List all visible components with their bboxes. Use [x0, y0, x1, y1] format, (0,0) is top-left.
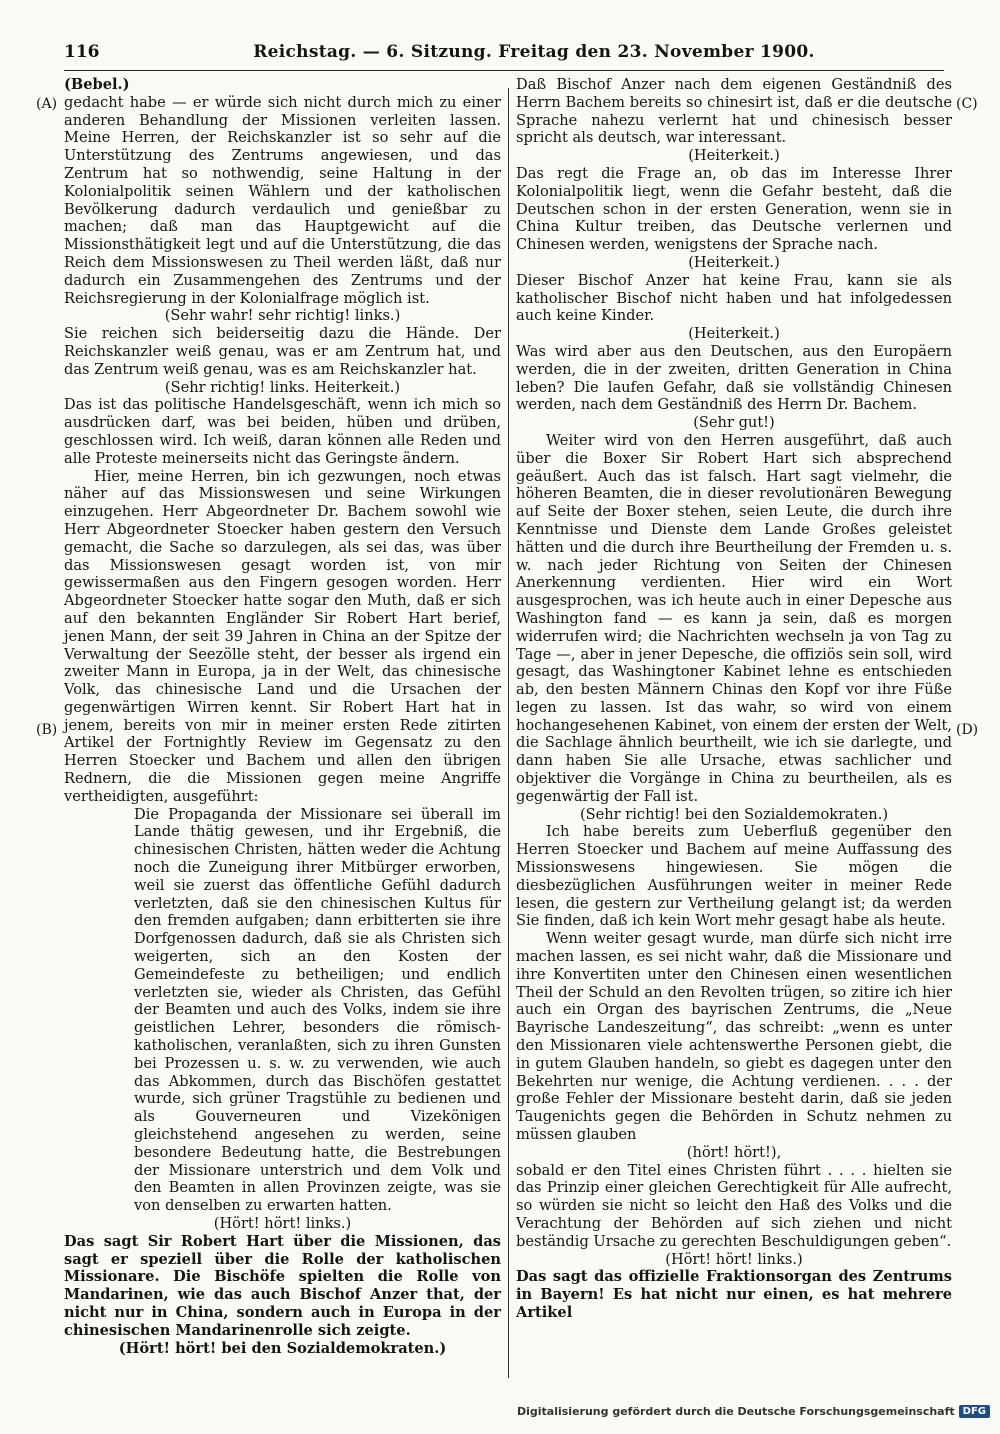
interjection: (Sehr richtig! links. Heiterkeit.) [164, 378, 401, 396]
interjection: (Hört! hört! bei den Sozialdemokraten.) [118, 1339, 447, 1357]
paragraph: Hier, meine Herren, bin ich gezwungen, noch etwas näher auf das Missionswesen und seine Wirkungen einzugehen. Herr Abgeordneter Dr. Bachem sowohl wie Herr Abgeordneter Stoecker haben gestern den Versuch gemacht, die Sache so darzulegen, als sei das, was über das Missionswesen gesagt worden ist, von mir gewissermaßen aus den Fingern gesogen worden. Herr Abgeordneter Stoecker hatte sogar den Muth, daß er sich auf den bekannten Engländer Sir Robert Hart berief, jenen Mann, der seit 39 Jahren in China an der Spitze der Verwaltung der Seezölle steht, der besser als irgend ein zweiter Mann in Europa, ja in der Welt, das chinesische Volk, das chinesische Land und die Ursachen der gegenwärtigen Wirren kennt. Sir Robert Hart hat in jenem, bereits von mir in meiner ersten Rede zitirten Artikel der Fortnightly Review im Gegensatz zu den Herren Stoecker und Bachem und allen den übrigen Rednern, die die Missionen gegen meine Angriffe vertheidigten, ausgeführt: [64, 467, 501, 805]
paragraph: Dieser Bischof Anzer hat keine Frau, kann sie als katholischer Bischof nicht haben und hat infolgedessen auch keine Kinder. [516, 271, 952, 325]
page-header [64, 42, 944, 68]
margin-marker-a: (A) [36, 96, 58, 112]
paragraph: Daß Bischof Anzer nach dem eigenen Geständniß des Herrn Bachem bereits so chinesirt ist, daß er die deutsche Sprache nahezu verlernt hat und chinesisch besser spricht als deutsch, war interessant. [516, 76, 952, 147]
credit-text: Digitalisierung gefördert durch die Deutsche Forschungsgemeinschaft [516, 1405, 955, 1418]
paragraph: sobald er den Titel eines Christen führt . . . . hielten sie das Prinzip einer gleichen Gerechtigkeit für Alle aufrecht, so würden sie nicht so leicht den Haß des Volks und die Verachtung der Behörden auf sich ziehen und nicht beständig Ursache zu gerechten Beschuldigungen geben“. [516, 1161, 952, 1250]
interjection: (Sehr wahr! sehr richtig! links.) [164, 307, 401, 325]
column-divider [508, 88, 509, 1378]
dfg-logo-icon: DFG [959, 1405, 990, 1418]
interjection: (Sehr richtig! bei den Sozialdemokraten.) [579, 805, 889, 823]
digitization-credit [517, 1405, 990, 1418]
interjection: (Sehr gut!) [693, 414, 775, 432]
paragraph: Ich habe bereits zum Ueberfluß gegenüber den Herren Stoecker und Bachem auf meine Auffassung des Missionswesens hingewiesen. Sie mögen die diesbezüglichen Ausführungen weiter in meiner Rede lesen, die gestern zur Vertheilung gelangt ist; da werden Sie finden, daß ich kein Wort mehr gesagt habe als heute. [516, 823, 952, 930]
page-number: 116 [64, 42, 100, 62]
paragraph: Das sagt Sir Robert Hart über die Missionen, das sagt er speziell über die Rolle der katholischen Missionare. Die Bischöfe spielten die Rolle von Mandarinen, wie das auch Bischof Anzer that, der nicht nur in China, sondern auch in Europa in der chinesischen Mandarinenrolle sich zeigte. [64, 1232, 501, 1339]
interjection: (Heiterkeit.) [688, 253, 780, 271]
paragraph: gedacht habe — er würde sich nicht durch mich zu einer anderen Behandlung der Missionen verleiten lassen. Meine Herren, der Reichskanzler ist so sehr auf die Unterstützung des Zentrums angewiesen, und das Zentrum hat so nothwendig, seine Haltung in der Kolonialpolitik seinen Wählern und der katholischen Bevölkerung dadurch verdaulich und genießbar zu machen; daß man das Hauptgewicht auf die Missionsthätigkeit legt und auf die Unterstützung, die das Reich dem Missionswesen zu Theil werden läßt, daß nur dadurch ein Zusammengehen des Zentrums und der Reichsregierung in der Kolonialfrage möglich ist. [64, 93, 501, 307]
interjection: (Hört! hört! links.) [213, 1215, 352, 1232]
interjection: (Heiterkeit.) [688, 147, 780, 165]
running-head: Reichstag. — 6. Sitzung. Freitag den 23. November 1900. [253, 42, 815, 62]
paragraph: Weiter wird von den Herren ausgeführt, daß auch über die Boxer Sir Robert Hart sich absprechend geäußert. Auch das ist falsch. Hart sagt vielmehr, die höheren Beamten, die in dieser revolutionären Bewegung auf Seite der Boxer stehen, seien Leute, die durch ihre Kenntnisse und Dienste dem Lande Großes geleistet hätten und die durch ihre Beurtheilung der Fremden u. s. w. nach jeder Richtung von Seiten der Chinesen Anerkennung verdienten. Hier wird ein Wort ausgesprochen, was ich heute auch in einer Depesche aus Washington fand — es kann ja sein, daß es morgen widerrufen wird; die Nachrichten wechseln ja von Tag zu Tage —, aber in jener Depesche, die offiziös sein soll, wird gesagt, das Washingtoner Kabinet lehne es entschieden ab, den besten Männern Chinas den Kopf vor ihre Füße legen zu lassen. Ist das wahr, so wird von einem hochangesehenen Kabinet, von einem der ersten der Welt, die Sachlage ähnlich beurtheilt, wie ich sie darlegte, und dann haben Sie alle Ursache, etwas sachlicher und objektiver die Vorgänge in China zu beurtheilen, als es gegenwärtig der Fall ist. [516, 431, 952, 805]
header-rule [64, 70, 944, 71]
margin-marker-c: (C) [956, 96, 978, 112]
block-quote: Die Propaganda der Missionare sei überall im Lande thätig gewesen, und ihr Ergebniß, die chinesischen Christen, hätten weder die Achtung noch die Zuneigung ihrer Mitbürger erworben, weil sie zuerst das öffentliche Gefühl dadurch verletzten, daß sie den chinesischen Kultus für den fremden aufgaben; dann erbitterten sie ihre Dorfgenossen dadurch, daß sie als Christen sich weigerten, sich an den Kosten der Gemeindefeste zu betheiligen; und endlich verletzten sie, wieder als Christen, das Gefühl der Beamten und auch des Volks, indem sie ihre geistlichen Lehrer, besonders die römisch-katholischen, veranlaßten, sich zu ihren Gunsten bei Prozessen u. s. w. zu verwenden, wie auch das Abkommen, durch das Bischöfen gestattet wurde, sich grüner Tragstühle zu bedienen und als Gouverneuren und Vizekönigen gleichstehend angesehen zu werden, seine besondere Bedeutung hatte, die Bestrebungen der Missionare unterstrich und dem Volk und den Beamten in allen Provinzen zeigte, was sie von denselben zu erwarten hatten. [134, 805, 501, 1215]
left-column [64, 76, 501, 1357]
interjection: (hört! hört!), [686, 1143, 782, 1161]
paragraph: Wenn weiter gesagt wurde, man dürfe sich nicht irre machen lassen, es sei nicht wahr, daß die Missionare und ihre Konvertiten unter den Chinesen einen wesentlichen Theil der Schuld an den Revolten trügen, so zitire ich hier auch ein Organ des bayrischen Zentrums, die „Neue Bayrische Landeszeitung“, das schreibt: „wenn es unter den Missionaren viele achtenswerthe Personen giebt, die in gutem Glauben handeln, so giebt es dagegen unter den Bekehrten nur wenige, die Achtung verdienen. . . . der große Fehler der Missionare besteht darin, daß sie jeden Taugenichts gegen die Behörden in Schutz nehmen zu müssen glauben [516, 930, 952, 1144]
paragraph: Das ist das politische Handelsgeschäft, wenn ich mich so ausdrücken darf, was bei beiden, hüben und drüben, geschlossen wird. Ich weiß, daran können alle Reden und alle Proteste meinerseits nicht das Geringste ändern. [64, 396, 501, 467]
paragraph: Sie reichen sich beiderseitig dazu die Hände. Der Reichskanzler weiß genau, was er am Zentrum hat, und das Zentrum weiß genau, was es am Reichskanzler hat. [64, 325, 501, 378]
right-column [516, 76, 952, 1322]
paragraph: Das sagt das offizielle Fraktionsorgan des Zentrums in Bayern! Es hat nicht nur einen, es hat mehrere Artikel [516, 1268, 952, 1321]
margin-marker-d: (D) [956, 722, 979, 738]
speaker-name: (Bebel.) [64, 76, 130, 93]
margin-marker-b: (B) [36, 722, 58, 738]
paragraph: Das regt die Frage an, ob das im Interesse Ihrer Kolonialpolitik liegt, wenn die Gefahr besteht, daß die Deutschen schon in der ersten Generation, wenn sie in China Kultur treiben, das Deutsche verlernen und Chinesen werden, wenigstens der Sprache nach. [516, 164, 952, 254]
interjection: (Hört! hört! links.) [665, 1250, 803, 1268]
interjection: (Heiterkeit.) [688, 325, 780, 343]
paragraph: Was wird aber aus den Deutschen, aus den Europäern werden, die in der zweiten, dritten Generation in China leben? Die laufen Gefahr, daß sie vollständig Chinesen werden, nach dem Geständniß des Herrn Dr. Bachem. [516, 342, 952, 414]
